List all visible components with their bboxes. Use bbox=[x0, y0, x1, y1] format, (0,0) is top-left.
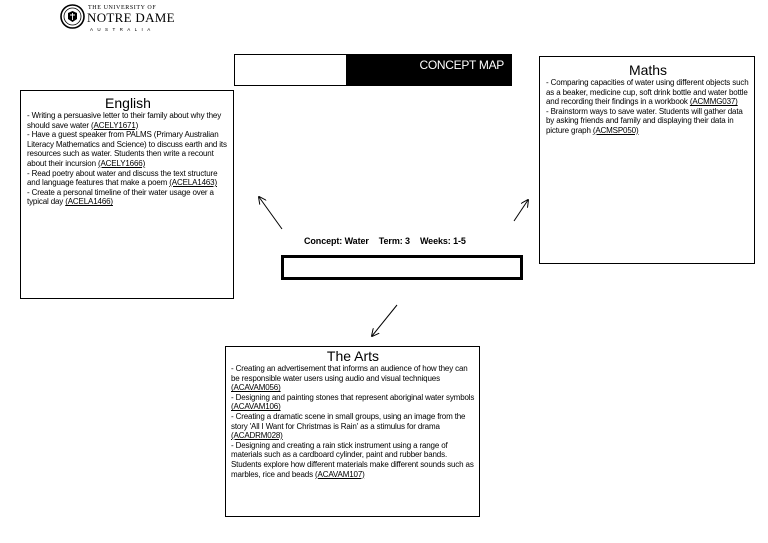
item-text: - Creating a dramatic scene in small groups, using an image from the story 'All I Want for Christmas is Rain' as a stimulus for drama bbox=[231, 411, 466, 431]
arrow-to-maths bbox=[514, 200, 528, 221]
arts-title: The Arts bbox=[326, 348, 380, 364]
curriculum-code: (ACELY1671) bbox=[91, 120, 139, 130]
maths-title: Maths bbox=[628, 62, 668, 78]
arrow-to-arts bbox=[372, 305, 397, 336]
logo-line-1: THE UNIVERSITY OF bbox=[88, 5, 157, 11]
term-label: Term: 3 bbox=[378, 236, 410, 246]
curriculum-code: (ACMSP050) bbox=[592, 125, 639, 135]
concept-label: Concept: Water bbox=[304, 236, 369, 246]
item-text: - Create a personal timeline of their water usage over a typical day bbox=[27, 187, 214, 207]
item-text: - Brainstorm ways to save water. Students will gather data by asking friends and family and displaying their data in picture graph bbox=[546, 106, 743, 135]
arrow-to-english bbox=[259, 197, 282, 229]
weeks-label: Weeks: 1-5 bbox=[419, 236, 466, 246]
item-text: - Creating an advertisement that informs an audience of how they can be responsible water users using audio and visual techniques bbox=[231, 364, 468, 383]
concept-map-title: CONCEPT MAP bbox=[419, 58, 504, 72]
item-text: - Writing a persuasive letter to their family about why they should save water bbox=[27, 111, 222, 130]
logo-line-3: AUSTRALIA bbox=[90, 27, 155, 32]
curriculum-code: (ACELA1466) bbox=[65, 197, 113, 207]
logo-line-2: NOTRE DAME bbox=[87, 10, 175, 25]
curriculum-code: (ACAVAM107) bbox=[315, 469, 365, 479]
item-text: - Have a guest speaker from PALMS (Primary Australian Literacy Mathematics and Science) to discuss earth and its resources such as water. Students then write a recount about their incursion bbox=[27, 130, 227, 168]
english-title: English bbox=[105, 95, 151, 111]
item-text: - Comparing capacities of water using different objects such as a beaker, medicine cup, soft drink bottle and water bottle and recording their findings in a workbook bbox=[546, 78, 749, 107]
curriculum-code: (ACMMG037) bbox=[689, 97, 738, 107]
curriculum-code: (ACELY1666) bbox=[97, 158, 146, 168]
curriculum-code: (ACADRM028) bbox=[231, 431, 283, 441]
curriculum-code: (ACAVAM106) bbox=[231, 402, 281, 412]
curriculum-code: (ACAVAM056) bbox=[231, 383, 281, 393]
item-text: - Designing and painting stones that represent aboriginal water symbols bbox=[231, 392, 475, 402]
item-text: - Read poetry about water and discuss the text structure and language features that make a poem bbox=[27, 168, 218, 188]
item-text: - Designing and creating a rain stick instrument using a range of materials such as a cardboard cylinder, paint and rubber bands. Students explore how different materials make different sounds such as marbles, rice and beads bbox=[231, 440, 474, 479]
curriculum-code: (ACELA1463) bbox=[169, 178, 217, 188]
